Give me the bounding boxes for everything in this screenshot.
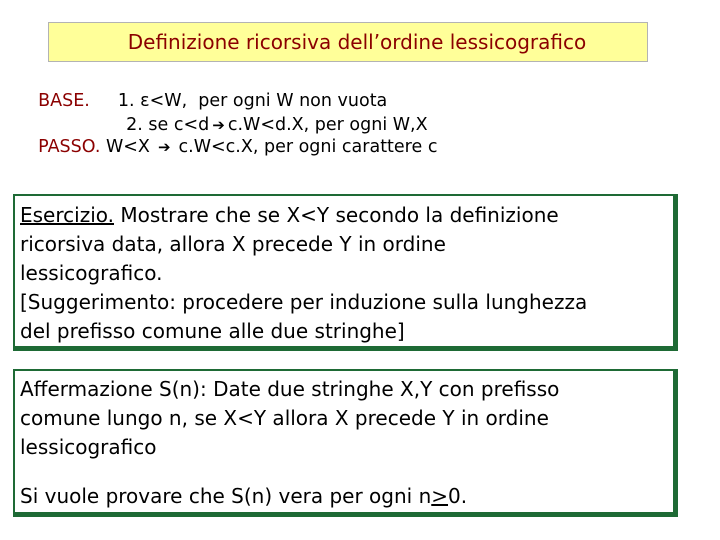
exercise-heading: Esercizio. [20, 203, 114, 227]
exercise-line-5: del prefisso comune alle due stringhe] [20, 319, 405, 343]
exercise-line-4: [Suggerimento: procedere per induzione sulla lunghezza [20, 290, 588, 314]
rule2-num: 2. [126, 115, 143, 135]
statement-line-1: Affermazione S(n): Date due stringhe X,Y con prefisso [20, 377, 560, 401]
statement-end: 0. [448, 484, 468, 508]
slide-title: Definizione ricorsiva dell’ordine lessicografico [127, 30, 587, 54]
statement-line-4 [20, 482, 673, 511]
passo-label: PASSO. [38, 137, 101, 157]
rule1-num: 1. [117, 91, 135, 111]
rule1-text: ε<W, per ogni W non vuota [140, 91, 388, 111]
rule3-before: W<X [105, 137, 150, 157]
statement-line-2: comune lungo n, se X<Y allora X precede Y in ordine [20, 406, 549, 430]
statement-line-3: lessicografico [20, 435, 157, 459]
rule2-after: c.W<d.X, per ogni W,X [227, 115, 428, 135]
right-arrow-icon: ➔ [212, 116, 225, 134]
geq-symbol: > [431, 484, 449, 508]
exercise-text-1: Mostrare che se X<Y secondo la definizione [114, 203, 559, 227]
rule-passo [27, 114, 437, 158]
statement-text: Si vuole provare che S(n) vera per ogni n [20, 484, 432, 508]
base-label: BASE. [38, 91, 90, 111]
rule2-before: se c<d [148, 115, 210, 135]
exercise-line-2: ricorsiva data, allora X precede Y in ordine [20, 232, 446, 256]
title-box [48, 22, 648, 62]
exercise-line-1 [20, 201, 673, 230]
rule3-after: c.W<c.X, per ogni carattere c [178, 137, 438, 157]
exercise-box [13, 194, 678, 351]
exercise-line-3: lessicografico. [20, 261, 163, 285]
right-arrow-icon: ➔ [157, 138, 171, 156]
statement-box [13, 369, 678, 517]
